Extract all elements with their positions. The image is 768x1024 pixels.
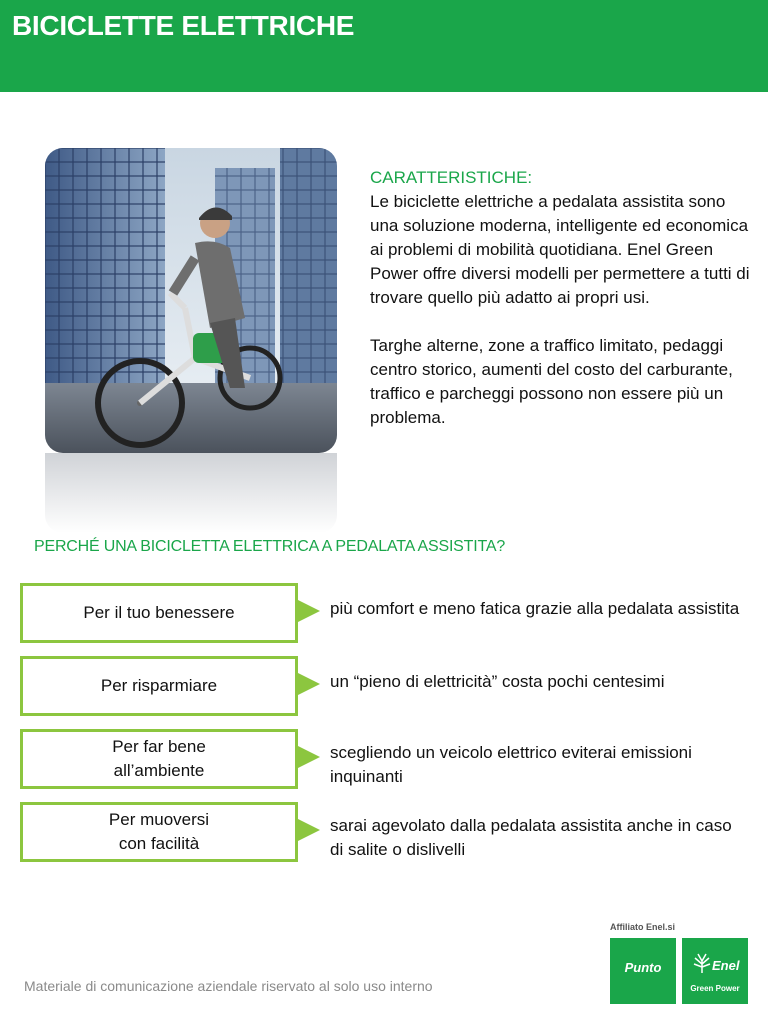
arrow-right-icon bbox=[296, 599, 320, 623]
page-title: BICICLETTE ELETTRICHE bbox=[12, 10, 355, 41]
section-question: PERCHÉ UNA BICICLETTA ELETTRICA A PEDALATA ASSISTITA? bbox=[34, 538, 506, 555]
header-bar bbox=[0, 0, 768, 92]
arrow-right-icon bbox=[296, 745, 320, 769]
description-label: CARATTERISTICHE: bbox=[370, 168, 533, 187]
reason-row bbox=[20, 802, 760, 862]
arrow-right-icon bbox=[296, 672, 320, 696]
punto-logo-text: Punto bbox=[624, 960, 662, 975]
punto-logo bbox=[610, 938, 676, 1004]
enel-green-power-logo bbox=[682, 938, 748, 1004]
cyclist-photo bbox=[45, 148, 337, 453]
enel-flower-icon bbox=[692, 952, 712, 974]
reason-box: Per far bene all’ambiente bbox=[20, 729, 298, 789]
enel-logo-text: Enel bbox=[712, 958, 740, 973]
arrow-right-icon bbox=[296, 818, 320, 842]
reason-benefit: sarai agevolato dalla pedalata assistita anche in caso di salite o dislivelli bbox=[330, 816, 732, 859]
reason-row bbox=[20, 729, 760, 789]
affiliate-label: Affiliato Enel.si bbox=[610, 922, 676, 932]
reason-row bbox=[20, 656, 760, 716]
reason-benefit: scegliendo un veicolo elettrico eviterai emissioni inquinanti bbox=[330, 743, 692, 786]
description-paragraph-2: Targhe alterne, zone a traffico limitato, pedaggi centro storico, aumenti del costo del carburante, traffico e parcheggi possono non essere più un problema. bbox=[370, 336, 733, 427]
reason-box: Per il tuo benessere bbox=[20, 583, 298, 643]
photo-reflection bbox=[45, 453, 337, 533]
description-paragraph-1: Le biciclette elettriche a pedalata assistita sono una soluzione moderna, intelligente ed economica ai problemi di mobilità quotidiana. Enel Green Power offre diversi modelli per permettere a tutti di trovare quello più adatto ai propri usi. bbox=[370, 192, 750, 307]
reason-benefit: un “pieno di elettricità” costa pochi centesimi bbox=[330, 672, 665, 691]
reason-box: Per muoversi con facilità bbox=[20, 802, 298, 862]
reason-benefit: più comfort e meno fatica grazie alla pedalata assistita bbox=[330, 599, 740, 618]
green-power-text: Green Power bbox=[690, 984, 740, 993]
footer-note: Materiale di comunicazione aziendale riservato al solo uso interno bbox=[24, 978, 433, 994]
description-block bbox=[370, 166, 755, 430]
reason-row bbox=[20, 583, 760, 643]
reason-box: Per risparmiare bbox=[20, 656, 298, 716]
